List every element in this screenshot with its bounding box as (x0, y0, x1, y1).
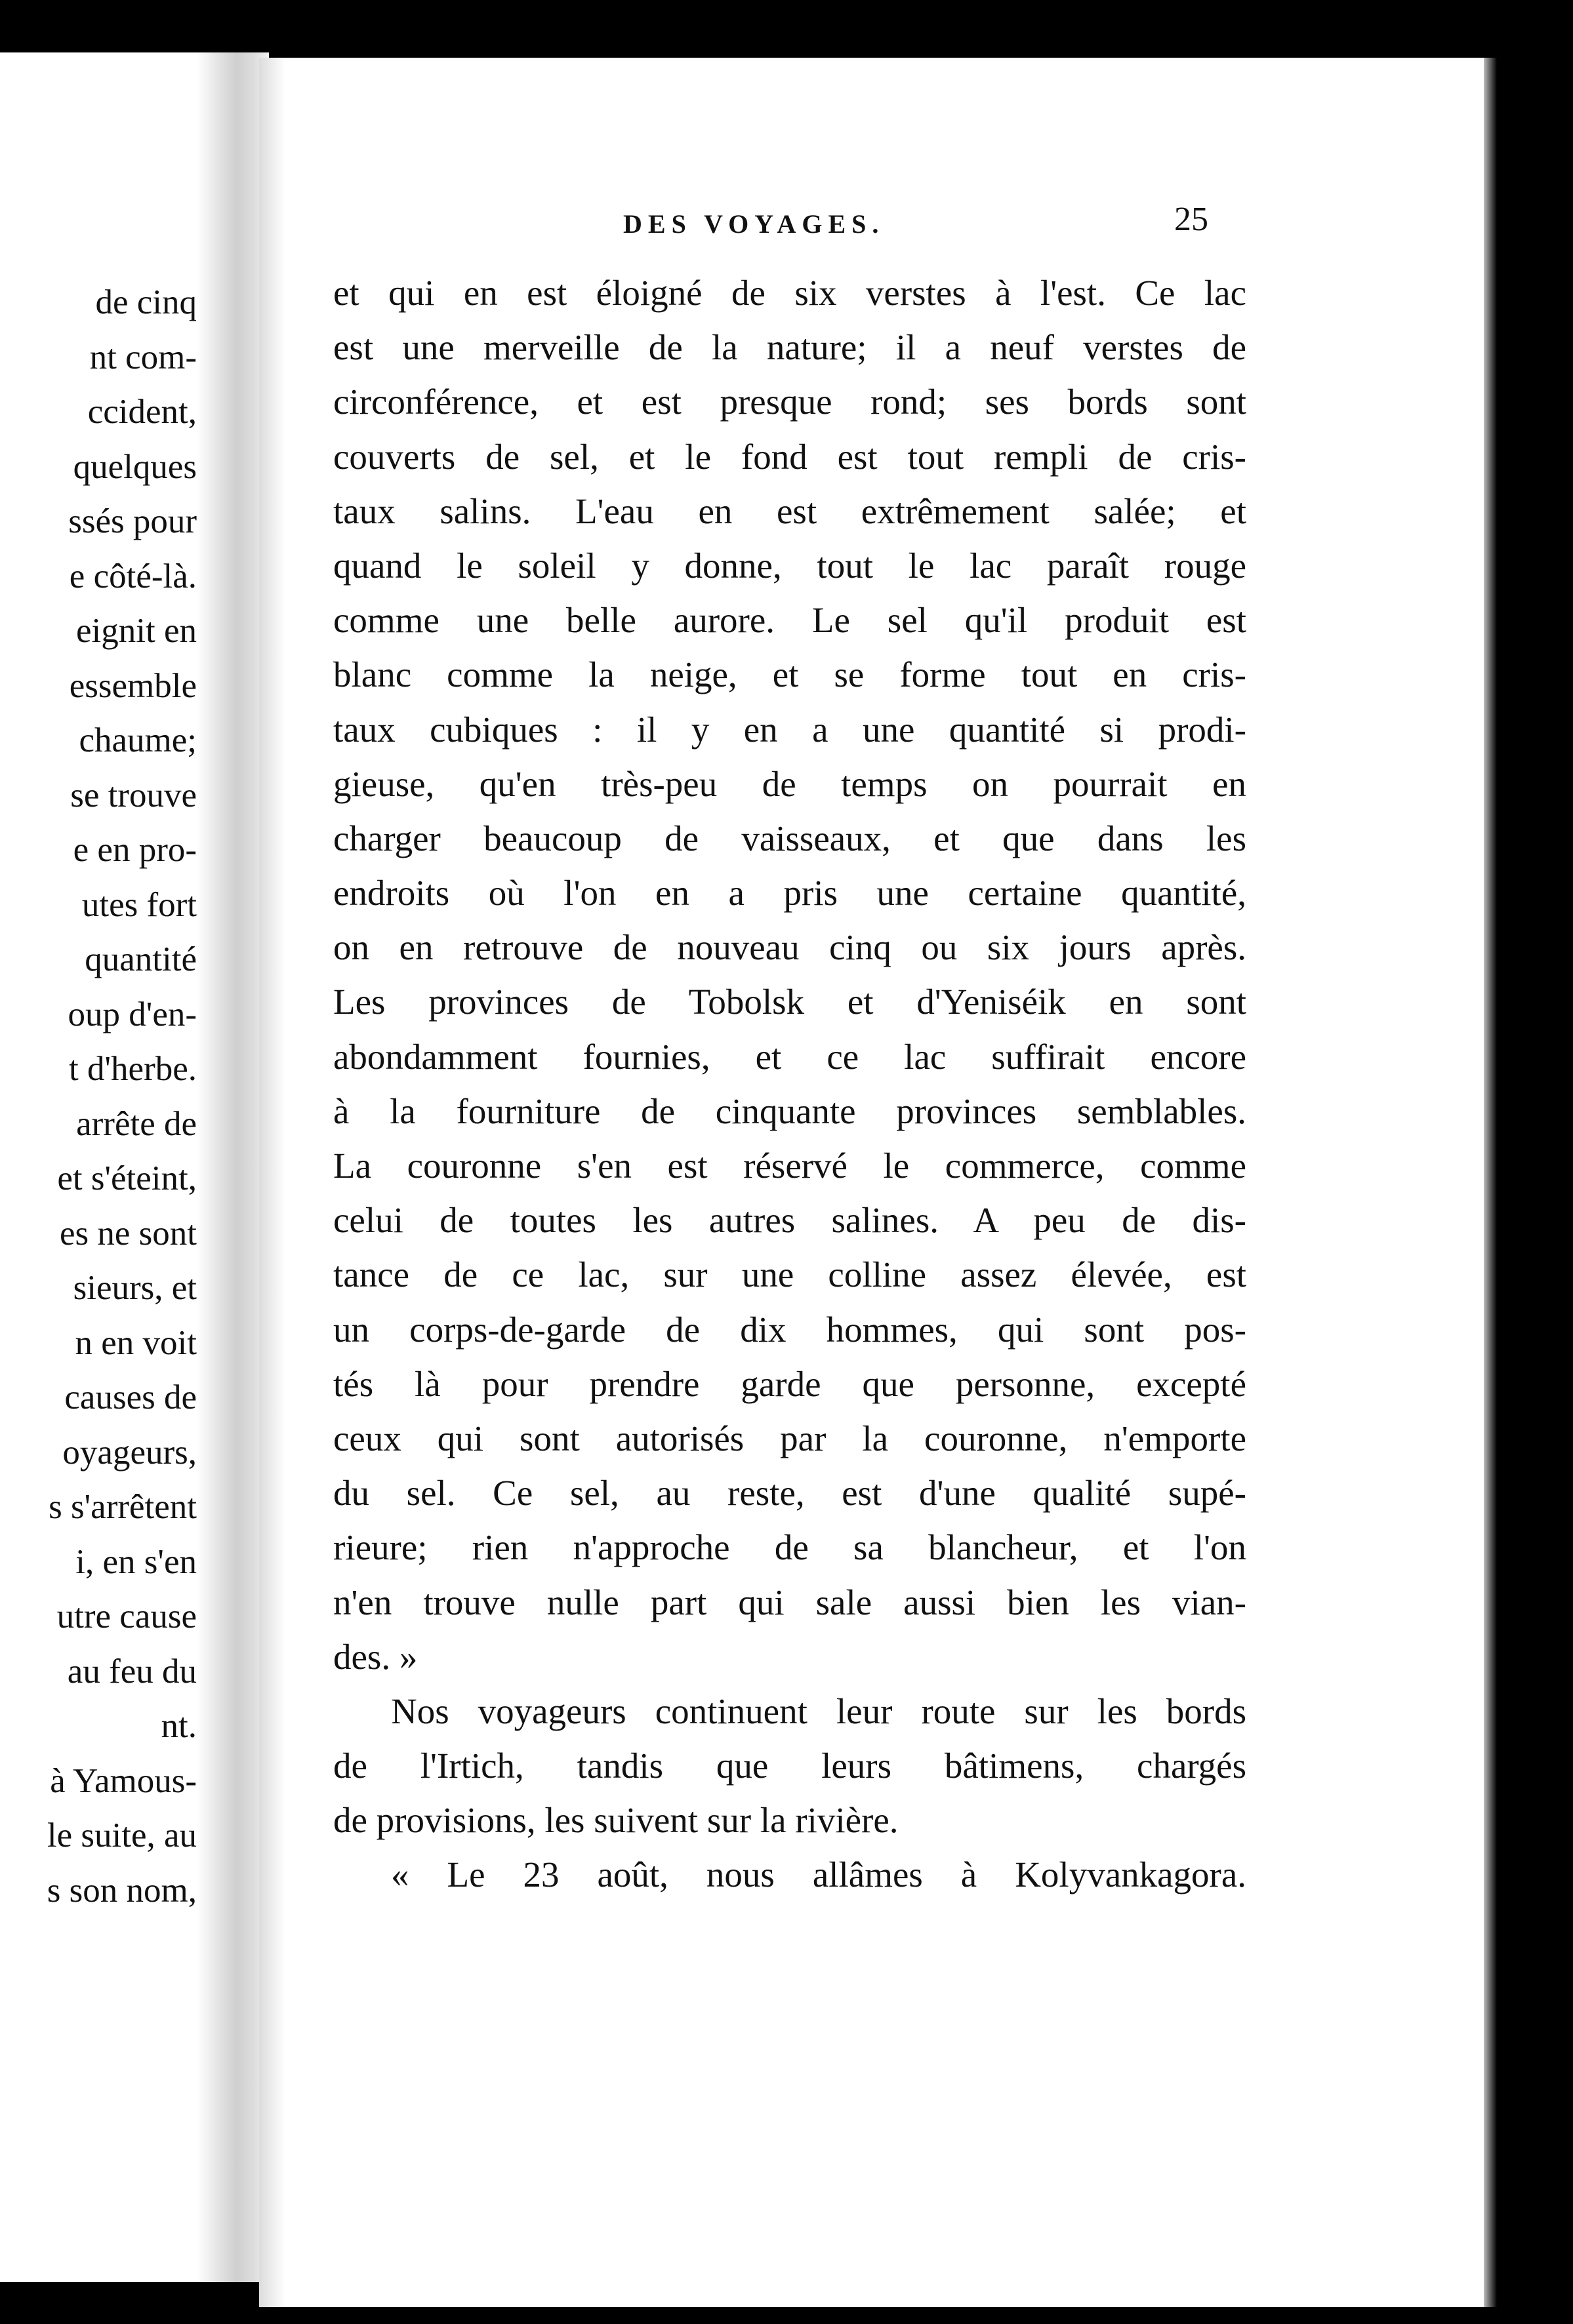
right-page-gutter-shadow (259, 58, 285, 2307)
left-page-line: utes fort (81, 885, 197, 924)
text-line: celui de toutes les autres salines. A peu de dis- (333, 1200, 1246, 1241)
left-page-line: se trouve (70, 776, 197, 814)
left-page-line: quantité (85, 940, 197, 978)
text-line: comme une belle aurore. Le sel qu'il produit est (333, 600, 1246, 641)
right-page-edge (1484, 58, 1497, 2307)
text-line: tés là pour prendre garde que personne, excepté (333, 1363, 1246, 1404)
text-line: de l'Irtich, tandis que leurs bâtimens, chargés (333, 1746, 1246, 1786)
text-line: endroits où l'on en a pris une certaine quantité, (333, 873, 1246, 913)
left-page-line: chaume; (79, 721, 197, 759)
left-page-line: sieurs, et (73, 1269, 197, 1307)
book-gutter (197, 52, 269, 2282)
text-line: abondamment fournies, et ce lac suffirait encore (333, 1036, 1246, 1077)
left-page-line: t d'herbe. (69, 1050, 197, 1088)
left-page-line: nt. (161, 1707, 197, 1745)
text-line: des. » (333, 1636, 418, 1677)
left-page-line: e côté-là. (69, 557, 197, 595)
text-line: à la fourniture de cinquante provinces semblables. (333, 1091, 1246, 1131)
text-line: taux cubiques : il y en a une quantité si prodi- (333, 709, 1246, 750)
left-page-line: et s'éteint, (57, 1159, 197, 1197)
left-page-line: le suite, au (47, 1816, 197, 1854)
text-line: de provisions, les suivent sur la rivière. (333, 1800, 899, 1841)
body-text (333, 266, 1246, 1902)
text-line: et qui en est éloigné de six verstes à l'est. Ce lac (333, 273, 1246, 313)
left-page-line: ssés pour (68, 502, 197, 540)
text-line: « Le 23 août, nous allâmes à Kolyvankagora. (391, 1854, 1246, 1895)
text-line: Nos voyageurs continuent leur route sur les bords (391, 1691, 1246, 1731)
left-page-line: es ne sont (59, 1214, 197, 1252)
text-line: La couronne s'en est réservé le commerce, comme (333, 1146, 1246, 1186)
left-page-line: essemble (69, 666, 197, 705)
text-line: rieure; rien n'approche de sa blancheur, et l'on (333, 1527, 1246, 1568)
text-line: taux salins. L'eau en est extrêmement salée; et (333, 491, 1246, 531)
text-line: gieuse, qu'en très-peu de temps on pourrait en (333, 763, 1246, 804)
left-page-line: causes de (64, 1378, 197, 1416)
left-page-line: à Yamous- (50, 1761, 197, 1800)
left-page-text (47, 275, 197, 1918)
left-page-line: s son nom, (47, 1871, 197, 1910)
left-page-line: au feu du (67, 1652, 197, 1691)
left-page-line: s s'arrêtent (49, 1488, 197, 1526)
left-page-line: utre cause (56, 1597, 197, 1635)
text-line: ceux qui sont autorisés par la couronne, n'emporte (333, 1418, 1246, 1458)
left-page-line: i, en s'en (75, 1542, 197, 1581)
left-page-line: n en voit (75, 1323, 197, 1362)
text-line: tance de ce lac, sur une colline assez élevée, est (333, 1254, 1246, 1295)
text-line: on en retrouve de nouveau cinq ou six jours après. (333, 927, 1246, 968)
text-line: est une merveille de la nature; il a neuf verstes de (333, 327, 1246, 368)
text-line: n'en trouve nulle part qui sale aussi bien les vian- (333, 1582, 1246, 1622)
left-page-line: oyageurs, (62, 1433, 197, 1472)
text-line: couverts de sel, et le fond est tout rempli de cris- (333, 436, 1246, 477)
left-page-line: arrête de (76, 1104, 197, 1143)
text-line: blanc comme la neige, et se forme tout en cris- (333, 654, 1246, 695)
left-page-line: nt com- (89, 338, 197, 376)
left-page-line: quelques (73, 447, 197, 486)
page-number: 25 (1174, 201, 1208, 238)
text-line: circonférence, et est presque rond; ses bords sont (333, 382, 1246, 422)
text-line: du sel. Ce sel, au reste, est d'une qualité supé- (333, 1473, 1246, 1513)
left-page-line: eignit en (76, 612, 197, 650)
left-page-line: oup d'en- (68, 995, 197, 1033)
left-page-line: e en pro- (73, 831, 197, 869)
text-line: Les provinces de Tobolsk et d'Yeniséik en sont (333, 982, 1246, 1022)
left-page-line: de cinq (95, 283, 197, 321)
running-head: DES VOYAGES. (623, 209, 885, 239)
text-line: un corps-de-garde de dix hommes, qui sont pos- (333, 1309, 1246, 1350)
text-line: charger beaucoup de vaisseaux, et que dans les (333, 818, 1246, 858)
left-page-line: ccident, (87, 393, 197, 431)
text-line: quand le soleil y donne, tout le lac paraît rouge (333, 545, 1246, 586)
